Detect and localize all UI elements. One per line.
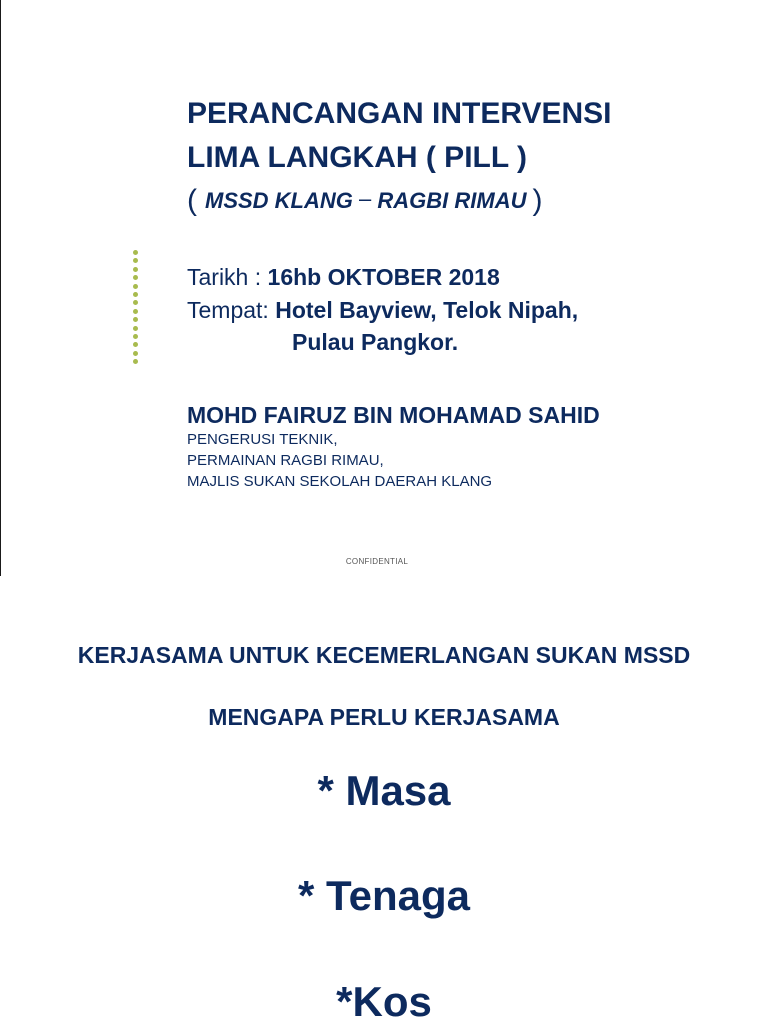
decorative-dot (133, 326, 138, 331)
decorative-dot (133, 359, 138, 364)
slide2-heading-1: KERJASAMA UNTUK KECEMERLANGAN SUKAN MSSD (77, 642, 691, 668)
tarikh-value: 16hb OKTOBER 2018 (267, 264, 500, 290)
subtitle (187, 186, 543, 216)
subtitle-close-paren: ) (532, 184, 543, 217)
tempat-value-line1: Hotel Bayview, Telok Nipah, (275, 297, 579, 323)
role-line-3: MAJLIS SUKAN SEKOLAH DAERAH KLANG (187, 473, 493, 490)
tarikh-label: Tarikh : (187, 264, 268, 290)
subtitle-dash: – (359, 186, 372, 211)
title-line-1: PERANCANGAN INTERVENSI (187, 97, 612, 130)
bullet-masa: * Masa (317, 767, 451, 814)
decorative-dot (133, 334, 138, 339)
author-name: MOHD FAIRUZ BIN MOHAMAD SAHID (187, 402, 600, 428)
decorative-dot (133, 342, 138, 347)
tarikh-row (187, 266, 500, 289)
slide2-heading-2: MENGAPA PERLU KERJASAMA (208, 704, 560, 730)
subtitle-part2: RAGBI RIMAU (377, 188, 527, 213)
decorative-dot (133, 309, 138, 314)
role-line-2: PERMAINAN RAGBI RIMAU, (187, 452, 384, 469)
decorative-dot (133, 258, 138, 263)
decorative-dot (133, 300, 138, 305)
decorative-dot (133, 267, 138, 272)
decorative-dot (133, 292, 138, 297)
title-line-2: LIMA LANGKAH ( PILL ) (187, 141, 527, 174)
decorative-dot (133, 317, 138, 322)
decorative-dot (133, 284, 138, 289)
tempat-row (187, 299, 578, 322)
decorative-dot-column (133, 250, 139, 366)
confidential-footer: CONFIDENTIAL (345, 557, 409, 566)
decorative-dot (133, 250, 138, 255)
subtitle-open-paren: ( (187, 184, 197, 217)
tempat-value-line2: Pulau Pangkor. (292, 329, 459, 355)
subtitle-part1: MSSD KLANG (205, 188, 353, 213)
subtitle-mssd (205, 188, 527, 213)
role-line-1: PENGERUSI TEKNIK, (187, 431, 338, 448)
bullet-kos: *Kos (336, 978, 432, 1025)
tempat-label: Tempat: (187, 297, 276, 323)
decorative-dot (133, 275, 138, 280)
decorative-dot (133, 351, 138, 356)
bullet-tenaga: * Tenaga (298, 872, 470, 919)
slide-2 (0, 576, 768, 1024)
